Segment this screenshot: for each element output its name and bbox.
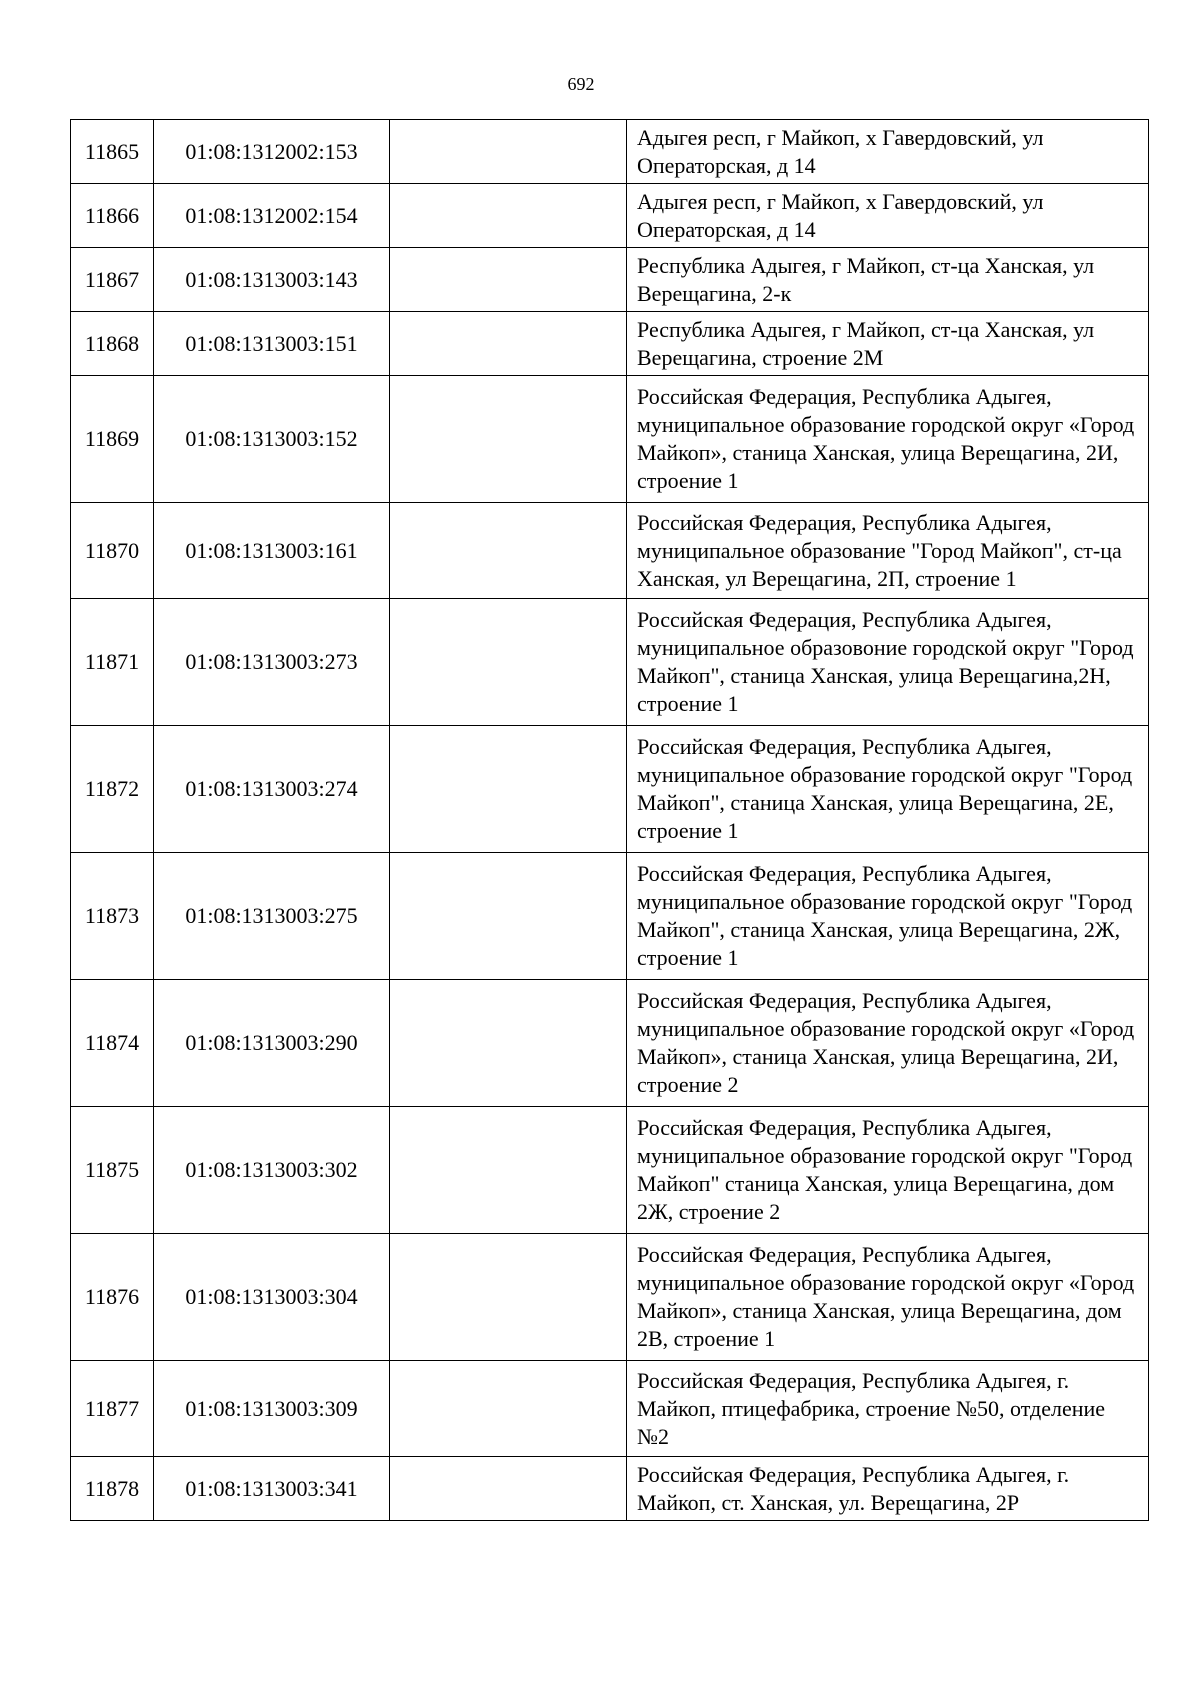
cadastral-number-cell: 01:08:1313003:161	[154, 503, 390, 599]
empty-cell	[390, 184, 627, 248]
empty-cell	[390, 1457, 627, 1521]
row-number-cell: 11868	[71, 312, 154, 376]
cadastral-number-cell: 01:08:1313003:309	[154, 1361, 390, 1457]
cadastral-number-cell: 01:08:1313003:302	[154, 1107, 390, 1234]
empty-cell	[390, 248, 627, 312]
cadastral-number-cell: 01:08:1313003:151	[154, 312, 390, 376]
cadastral-number-cell: 01:08:1313003:275	[154, 853, 390, 980]
cadastral-number-cell: 01:08:1313003:341	[154, 1457, 390, 1521]
address-cell: Российская Федерация, Республика Адыгея, г. Майкоп, птицефабрика, строение №50, отделение №2	[627, 1361, 1149, 1457]
cadastral-number-cell: 01:08:1313003:143	[154, 248, 390, 312]
address-cell: Российская Федерация, Республика Адыгея, муниципальное образование городской округ "Город Майкоп", станица Ханская, улица Верещагина, 2Ж, строение 1	[627, 853, 1149, 980]
address-cell: Российская Федерация, Республика Адыгея, муниципальное образование городской округ «Город Майкоп», станица Ханская, улица Верещагина, 2И, строение 1	[627, 376, 1149, 503]
address-cell: Российская Федерация, Республика Адыгея, муниципальное образование городской округ «Город Майкоп», станица Ханская, улица Верещагина, 2И, строение 2	[627, 980, 1149, 1107]
row-number-cell: 11866	[71, 184, 154, 248]
cadastral-number-cell: 01:08:1313003:274	[154, 726, 390, 853]
address-cell: Российская Федерация, Республика Адыгея, муниципальное образование "Город Майкоп", ст-ца Ханская, ул Верещагина, 2П, строение 1	[627, 503, 1149, 599]
empty-cell	[390, 853, 627, 980]
address-cell: Республика Адыгея, г Майкоп, ст-ца Ханская, ул Верещагина, строение 2М	[627, 312, 1149, 376]
address-cell: Российская Федерация, Республика Адыгея, муниципальное образовоние городской округ "Город Майкоп", станица Ханская, улица Верещагина,2Н, строение 1	[627, 599, 1149, 726]
row-number-cell: 11878	[71, 1457, 154, 1521]
cadastral-number-cell: 01:08:1313003:290	[154, 980, 390, 1107]
row-number-cell: 11876	[71, 1234, 154, 1361]
cadastral-number-cell: 01:08:1313003:152	[154, 376, 390, 503]
row-number-cell: 11877	[71, 1361, 154, 1457]
page-number: 692	[567, 74, 595, 94]
row-number-cell: 11873	[71, 853, 154, 980]
empty-cell	[390, 1107, 627, 1234]
row-number-cell: 11865	[71, 120, 154, 184]
table-row	[71, 376, 1149, 503]
empty-cell	[390, 376, 627, 503]
table-row	[71, 853, 1149, 980]
address-cell: Республика Адыгея, г Майкоп, ст-ца Ханская, ул Верещагина, 2-к	[627, 248, 1149, 312]
table-row	[71, 248, 1149, 312]
table-row	[71, 599, 1149, 726]
empty-cell	[390, 726, 627, 853]
empty-cell	[390, 980, 627, 1107]
cadastral-number-cell: 01:08:1312002:153	[154, 120, 390, 184]
row-number-cell: 11874	[71, 980, 154, 1107]
empty-cell	[390, 312, 627, 376]
address-cell: Адыгея респ, г Майкоп, х Гавердовский, ул Операторская, д 14	[627, 120, 1149, 184]
registry-table-body	[71, 120, 1149, 1521]
row-number-cell: 11869	[71, 376, 154, 503]
table-row	[71, 1457, 1149, 1521]
table-row	[71, 184, 1149, 248]
table-row	[71, 1234, 1149, 1361]
empty-cell	[390, 503, 627, 599]
address-cell: Российская Федерация, Республика Адыгея, муниципальное образование городской округ "Город Майкоп", станица Ханская, улица Верещагина, 2Е, строение 1	[627, 726, 1149, 853]
registry-table	[70, 119, 1149, 1521]
row-number-cell: 11872	[71, 726, 154, 853]
row-number-cell: 11875	[71, 1107, 154, 1234]
empty-cell	[390, 1361, 627, 1457]
address-cell: Российская Федерация, Республика Адыгея, муниципальное образование городской округ "Город Майкоп" станица Ханская, улица Верещагина, дом 2Ж, строение 2	[627, 1107, 1149, 1234]
table-row	[71, 980, 1149, 1107]
cadastral-number-cell: 01:08:1313003:273	[154, 599, 390, 726]
table-row	[71, 1107, 1149, 1234]
row-number-cell: 11867	[71, 248, 154, 312]
row-number-cell: 11870	[71, 503, 154, 599]
table-row	[71, 120, 1149, 184]
cadastral-number-cell: 01:08:1313003:304	[154, 1234, 390, 1361]
row-number-cell: 11871	[71, 599, 154, 726]
empty-cell	[390, 599, 627, 726]
cadastral-number-cell: 01:08:1312002:154	[154, 184, 390, 248]
address-cell: Российская Федерация, Республика Адыгея, муниципальное образование городской округ «Город Майкоп», станица Ханская, улица Верещагина, дом 2В, строение 1	[627, 1234, 1149, 1361]
address-cell: Российская Федерация, Республика Адыгея, г. Майкоп, ст. Ханская, ул. Верещагина, 2Р	[627, 1457, 1149, 1521]
empty-cell	[390, 120, 627, 184]
table-row	[71, 503, 1149, 599]
address-cell: Адыгея респ, г Майкоп, х Гавердовский, ул Операторская, д 14	[627, 184, 1149, 248]
table-row	[71, 312, 1149, 376]
table-row	[71, 726, 1149, 853]
table-row	[71, 1361, 1149, 1457]
empty-cell	[390, 1234, 627, 1361]
